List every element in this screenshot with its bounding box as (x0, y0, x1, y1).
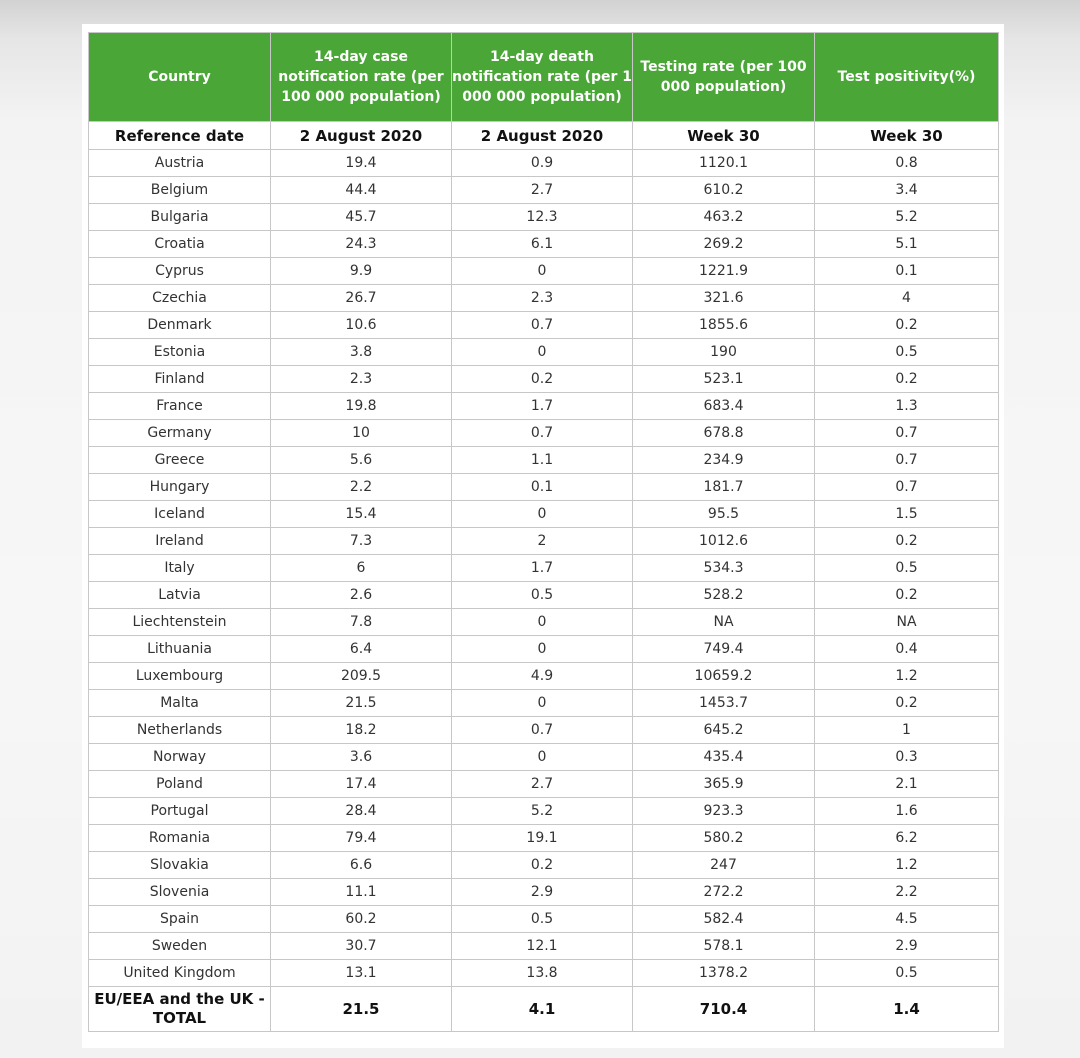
cell-death-rate: 1.1 (452, 447, 633, 474)
cell-positivity: 1.6 (815, 798, 999, 825)
cell-case-rate: 7.3 (271, 528, 452, 555)
table-row (89, 933, 999, 960)
cell-testing-rate: 645.2 (633, 717, 815, 744)
cell-country: Slovakia (89, 852, 271, 879)
cell-death-rate: 0 (452, 690, 633, 717)
table-row (89, 258, 999, 285)
header-row (89, 33, 999, 122)
table-row (89, 852, 999, 879)
cell-country: Cyprus (89, 258, 271, 285)
reference-testing-week: Week 30 (633, 122, 815, 150)
cell-death-rate: 0.7 (452, 420, 633, 447)
cell-case-rate: 44.4 (271, 177, 452, 204)
cell-positivity: 0.7 (815, 420, 999, 447)
cell-testing-rate: 578.1 (633, 933, 815, 960)
cell-death-rate: 12.3 (452, 204, 633, 231)
cell-testing-rate: 683.4 (633, 393, 815, 420)
cell-case-rate: 13.1 (271, 960, 452, 987)
header-country: Country (89, 33, 271, 122)
cell-death-rate: 19.1 (452, 825, 633, 852)
cell-testing-rate: 534.3 (633, 555, 815, 582)
reference-label: Reference date (89, 122, 271, 150)
cell-death-rate: 0.5 (452, 582, 633, 609)
header-testing-rate: Testing rate (per 100 000 population) (633, 33, 815, 122)
cell-death-rate: 0 (452, 339, 633, 366)
cell-country: Portugal (89, 798, 271, 825)
cell-country: Malta (89, 690, 271, 717)
cell-testing-rate: 1221.9 (633, 258, 815, 285)
cell-positivity: 0.2 (815, 312, 999, 339)
cell-country: Austria (89, 150, 271, 177)
cell-death-rate: 0.2 (452, 366, 633, 393)
table-row (89, 906, 999, 933)
cell-case-rate: 7.8 (271, 609, 452, 636)
cell-testing-rate: 435.4 (633, 744, 815, 771)
cell-case-rate: 21.5 (271, 690, 452, 717)
cell-case-rate: 19.8 (271, 393, 452, 420)
cell-testing-rate: 1012.6 (633, 528, 815, 555)
cell-death-rate: 13.8 (452, 960, 633, 987)
cell-death-rate: 0.9 (452, 150, 633, 177)
table-row (89, 393, 999, 420)
reference-case-date: 2 August 2020 (271, 122, 452, 150)
cell-positivity: 3.4 (815, 177, 999, 204)
cell-testing-rate: 247 (633, 852, 815, 879)
table-row (89, 339, 999, 366)
cell-positivity: NA (815, 609, 999, 636)
table-row (89, 204, 999, 231)
covid-data-table (88, 32, 999, 1032)
total-label: EU/EEA and the UK - TOTAL (89, 987, 271, 1032)
cell-case-rate: 3.8 (271, 339, 452, 366)
cell-case-rate: 15.4 (271, 501, 452, 528)
cell-positivity: 4 (815, 285, 999, 312)
cell-testing-rate: 190 (633, 339, 815, 366)
table-row (89, 366, 999, 393)
table-row (89, 663, 999, 690)
cell-case-rate: 11.1 (271, 879, 452, 906)
cell-country: Estonia (89, 339, 271, 366)
table-row (89, 582, 999, 609)
cell-death-rate: 0.2 (452, 852, 633, 879)
cell-death-rate: 0.7 (452, 312, 633, 339)
reference-positivity-week: Week 30 (815, 122, 999, 150)
cell-positivity: 0.5 (815, 960, 999, 987)
cell-death-rate: 4.9 (452, 663, 633, 690)
cell-testing-rate: 528.2 (633, 582, 815, 609)
cell-country: Luxembourg (89, 663, 271, 690)
cell-testing-rate: 272.2 (633, 879, 815, 906)
cell-death-rate: 0 (452, 609, 633, 636)
cell-positivity: 1.5 (815, 501, 999, 528)
cell-country: Italy (89, 555, 271, 582)
cell-testing-rate: 1120.1 (633, 150, 815, 177)
cell-positivity: 0.4 (815, 636, 999, 663)
cell-country: Germany (89, 420, 271, 447)
cell-case-rate: 5.6 (271, 447, 452, 474)
table-row (89, 285, 999, 312)
cell-case-rate: 60.2 (271, 906, 452, 933)
cell-country: Iceland (89, 501, 271, 528)
cell-positivity: 0.3 (815, 744, 999, 771)
cell-death-rate: 2 (452, 528, 633, 555)
cell-country: Finland (89, 366, 271, 393)
cell-death-rate: 2.7 (452, 771, 633, 798)
cell-positivity: 0.5 (815, 339, 999, 366)
cell-positivity: 0.1 (815, 258, 999, 285)
table-row (89, 609, 999, 636)
cell-country: Liechtenstein (89, 609, 271, 636)
reference-death-date: 2 August 2020 (452, 122, 633, 150)
cell-testing-rate: 365.9 (633, 771, 815, 798)
cell-testing-rate: 523.1 (633, 366, 815, 393)
cell-positivity: 0.7 (815, 474, 999, 501)
cell-testing-rate: 95.5 (633, 501, 815, 528)
table-row (89, 312, 999, 339)
cell-country: Netherlands (89, 717, 271, 744)
cell-country: Spain (89, 906, 271, 933)
cell-positivity: 2.9 (815, 933, 999, 960)
cell-positivity: 0.2 (815, 582, 999, 609)
cell-case-rate: 2.2 (271, 474, 452, 501)
cell-positivity: 0.5 (815, 555, 999, 582)
cell-case-rate: 2.6 (271, 582, 452, 609)
cell-death-rate: 0.1 (452, 474, 633, 501)
cell-testing-rate: 269.2 (633, 231, 815, 258)
table-row (89, 150, 999, 177)
cell-case-rate: 6.6 (271, 852, 452, 879)
cell-testing-rate: 234.9 (633, 447, 815, 474)
cell-case-rate: 45.7 (271, 204, 452, 231)
cell-country: Latvia (89, 582, 271, 609)
cell-country: Denmark (89, 312, 271, 339)
cell-case-rate: 18.2 (271, 717, 452, 744)
cell-case-rate: 9.9 (271, 258, 452, 285)
cell-case-rate: 19.4 (271, 150, 452, 177)
cell-positivity: 0.2 (815, 366, 999, 393)
reference-date-row (89, 122, 999, 150)
cell-testing-rate: 678.8 (633, 420, 815, 447)
cell-country: Sweden (89, 933, 271, 960)
cell-case-rate: 28.4 (271, 798, 452, 825)
cell-testing-rate: 923.3 (633, 798, 815, 825)
table-row (89, 420, 999, 447)
cell-death-rate: 1.7 (452, 555, 633, 582)
table-row (89, 798, 999, 825)
cell-death-rate: 0 (452, 636, 633, 663)
cell-case-rate: 10 (271, 420, 452, 447)
cell-case-rate: 26.7 (271, 285, 452, 312)
table-row (89, 555, 999, 582)
table-row (89, 231, 999, 258)
cell-death-rate: 0.7 (452, 717, 633, 744)
table-row (89, 960, 999, 987)
cell-positivity: 1.2 (815, 852, 999, 879)
cell-country: Greece (89, 447, 271, 474)
cell-testing-rate: 463.2 (633, 204, 815, 231)
cell-positivity: 2.2 (815, 879, 999, 906)
cell-positivity: 5.1 (815, 231, 999, 258)
cell-case-rate: 17.4 (271, 771, 452, 798)
cell-death-rate: 6.1 (452, 231, 633, 258)
cell-testing-rate: 10659.2 (633, 663, 815, 690)
cell-case-rate: 6 (271, 555, 452, 582)
table-row (89, 528, 999, 555)
header-death-rate: 14-day death notification rate (per 1 000 000 population) (452, 33, 633, 122)
cell-case-rate: 6.4 (271, 636, 452, 663)
cell-positivity: 0.2 (815, 528, 999, 555)
cell-death-rate: 0 (452, 744, 633, 771)
cell-positivity: 0.8 (815, 150, 999, 177)
cell-positivity: 1.3 (815, 393, 999, 420)
cell-testing-rate: 749.4 (633, 636, 815, 663)
cell-country: Croatia (89, 231, 271, 258)
table-row (89, 177, 999, 204)
cell-testing-rate: 1378.2 (633, 960, 815, 987)
cell-positivity: 4.5 (815, 906, 999, 933)
cell-testing-rate: 1453.7 (633, 690, 815, 717)
table-row (89, 447, 999, 474)
cell-death-rate: 2.9 (452, 879, 633, 906)
cell-case-rate: 2.3 (271, 366, 452, 393)
cell-death-rate: 12.1 (452, 933, 633, 960)
cell-country: Hungary (89, 474, 271, 501)
cell-case-rate: 79.4 (271, 825, 452, 852)
cell-case-rate: 3.6 (271, 744, 452, 771)
cell-death-rate: 0.5 (452, 906, 633, 933)
cell-country: Romania (89, 825, 271, 852)
total-row (89, 987, 999, 1032)
cell-case-rate: 24.3 (271, 231, 452, 258)
cell-country: Ireland (89, 528, 271, 555)
cell-positivity: 0.7 (815, 447, 999, 474)
cell-country: Czechia (89, 285, 271, 312)
cell-testing-rate: 582.4 (633, 906, 815, 933)
total-testing-rate: 710.4 (633, 987, 815, 1032)
table-row (89, 771, 999, 798)
cell-country: France (89, 393, 271, 420)
cell-death-rate: 2.7 (452, 177, 633, 204)
table-body (89, 122, 999, 1032)
cell-country: Belgium (89, 177, 271, 204)
total-positivity: 1.4 (815, 987, 999, 1032)
cell-testing-rate: 610.2 (633, 177, 815, 204)
cell-case-rate: 30.7 (271, 933, 452, 960)
total-case-rate: 21.5 (271, 987, 452, 1032)
cell-positivity: 6.2 (815, 825, 999, 852)
table-row (89, 690, 999, 717)
cell-testing-rate: 580.2 (633, 825, 815, 852)
table-row (89, 636, 999, 663)
cell-positivity: 0.2 (815, 690, 999, 717)
cell-testing-rate: NA (633, 609, 815, 636)
cell-country: Poland (89, 771, 271, 798)
cell-positivity: 1.2 (815, 663, 999, 690)
cell-testing-rate: 181.7 (633, 474, 815, 501)
table-row (89, 717, 999, 744)
cell-country: Slovenia (89, 879, 271, 906)
cell-country: Bulgaria (89, 204, 271, 231)
cell-positivity: 2.1 (815, 771, 999, 798)
table-row (89, 744, 999, 771)
table-row (89, 879, 999, 906)
cell-positivity: 1 (815, 717, 999, 744)
cell-positivity: 5.2 (815, 204, 999, 231)
header-positivity: Test positivity(%) (815, 33, 999, 122)
cell-testing-rate: 321.6 (633, 285, 815, 312)
cell-country: Lithuania (89, 636, 271, 663)
cell-country: Norway (89, 744, 271, 771)
cell-death-rate: 0 (452, 258, 633, 285)
table-row (89, 825, 999, 852)
cell-death-rate: 2.3 (452, 285, 633, 312)
table-header (89, 33, 999, 122)
cell-case-rate: 10.6 (271, 312, 452, 339)
total-death-rate: 4.1 (452, 987, 633, 1032)
cell-death-rate: 5.2 (452, 798, 633, 825)
header-case-rate: 14-day case notification rate (per 100 000 population) (271, 33, 452, 122)
table-row (89, 501, 999, 528)
cell-death-rate: 0 (452, 501, 633, 528)
cell-country: United Kingdom (89, 960, 271, 987)
table-row (89, 474, 999, 501)
cell-case-rate: 209.5 (271, 663, 452, 690)
cell-death-rate: 1.7 (452, 393, 633, 420)
cell-testing-rate: 1855.6 (633, 312, 815, 339)
